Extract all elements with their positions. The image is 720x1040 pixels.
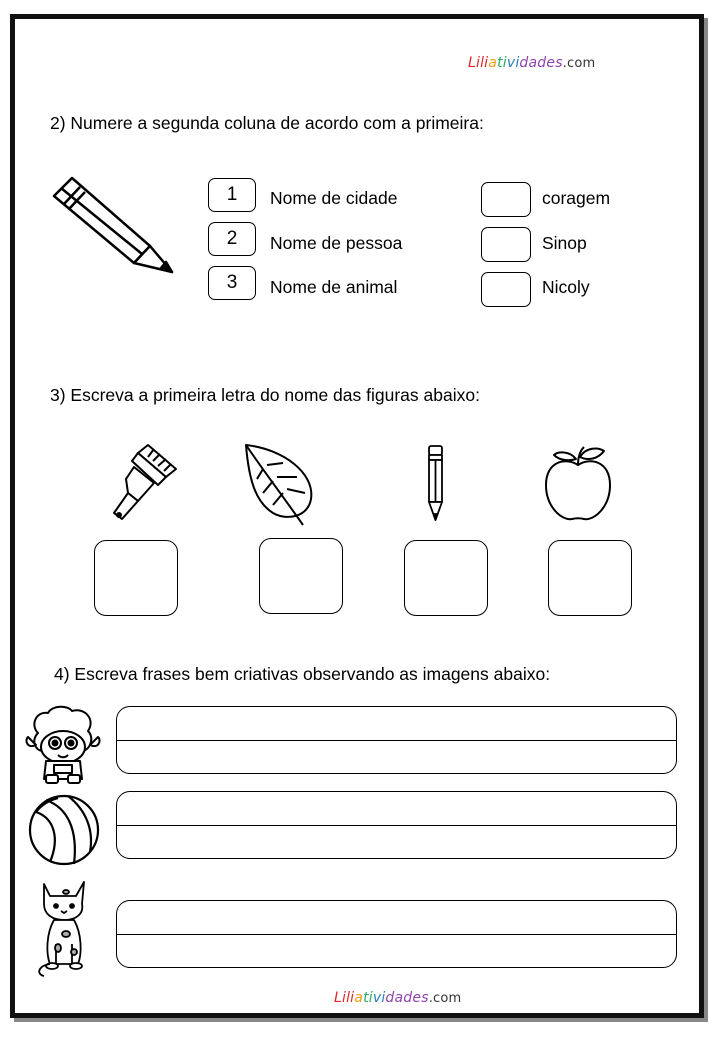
question-2-title: 2) Numere a segunda coluna de acordo com a primeira: (50, 113, 484, 133)
number-box-1: 1 (208, 178, 256, 212)
brand-logo-top: Liliatividades.com (468, 55, 596, 71)
label-nome-de-cidade: Nome de cidade (270, 188, 398, 208)
answer-box-sinop[interactable] (481, 227, 531, 262)
pencil-icon (52, 176, 177, 276)
letter-box-apple[interactable] (548, 540, 632, 616)
number-box-2: 2 (208, 222, 256, 256)
label-nome-de-pessoa: Nome de pessoa (270, 233, 403, 253)
number-box-3: 3 (208, 266, 256, 300)
beach-ball-icon (28, 794, 100, 866)
word-sinop: Sinop (542, 233, 587, 253)
word-coragem: coragem (542, 188, 611, 208)
question-4-title: 4) Escreva frases bem criativas observando as imagens abaixo: (54, 664, 551, 684)
sheep-icon (22, 703, 104, 787)
word-nicoly: Nicoly (542, 277, 590, 297)
cat-icon (36, 878, 92, 978)
answer-box-nicoly[interactable] (481, 272, 531, 307)
letter-box-leaf[interactable] (259, 538, 343, 614)
writing-box-cat[interactable] (116, 900, 677, 968)
answer-box-coragem[interactable] (481, 182, 531, 217)
writing-box-ball[interactable] (116, 791, 677, 859)
label-nome-de-animal: Nome de animal (270, 277, 398, 297)
letter-box-pencil[interactable] (404, 540, 488, 616)
apple-icon (542, 443, 614, 523)
small-pencil-icon (423, 444, 447, 524)
brand-logo-bottom: Liliatividades.com (334, 990, 462, 1006)
writing-box-sheep[interactable] (116, 706, 677, 774)
paintbrush-icon (108, 443, 182, 523)
question-3-title: 3) Escreva a primeira letra do nome das figuras abaixo: (50, 385, 480, 405)
letter-box-paintbrush[interactable] (94, 540, 178, 616)
leaf-icon (243, 443, 315, 527)
